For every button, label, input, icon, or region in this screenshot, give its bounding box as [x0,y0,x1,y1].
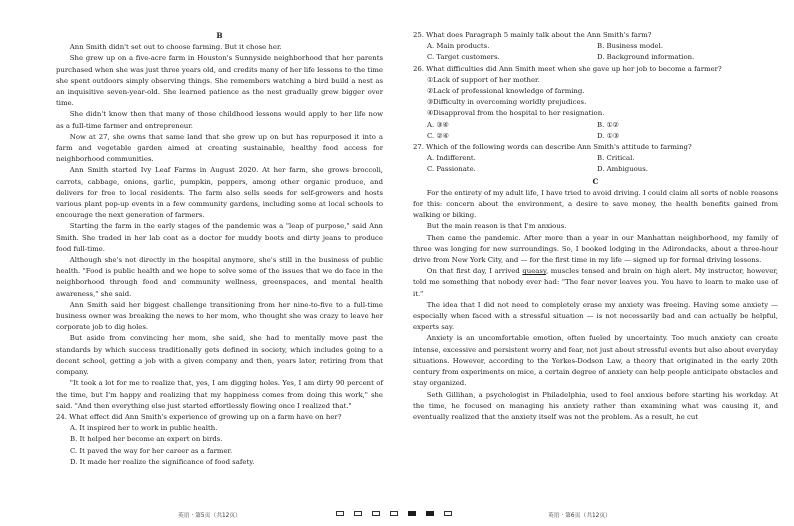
page-marker-square-filled [426,511,434,516]
passage-c-p4-after: , muscles tensed and brain on high alert. My instructor, however, told me something that nobody ever had: "The fear never leaves you. You have to learn to make use of it." [413,267,779,298]
question-26-option-c: C. ②④ [427,131,449,140]
question-25-option-a: A. Main products. [427,42,490,51]
section-b-heading: B [216,31,223,40]
question-25-option-d: D. Background information. [597,53,695,62]
question-24-option-c: C. It paved the way for her career as a farmer. [70,446,233,455]
passage-b-p2: She grew up on a five-acre farm in Houston's Sunnyside neighborhood that her parents purchased when she was just three years old, and credits many of her life lessons to the time she spent outdoors simply observing things. She remembers watching a bird build a nest as an inquisitive seven-year-old. She learned patience as the nest gradually grew bigger over time. [56,54,383,108]
passage-c-p7: Seth Gillihan, a psychologist in Philadelphia, used to feel anxious before starting his workday. At the time, he focused on managing his anxiety rather than examining what was causing it, and eventually realized that the anxiety itself was not the problem. As a result, he cut [413,390,778,421]
question-26-item-2: ②Lack of professional knowledge of farming. [427,87,585,96]
passage-b-p9: But aside from convincing her mom, she said, she had to mentally move past the standards by which success traditionally gets defined in society, which includes going to a decent school, getting a job with a given company and then, years later, retiring from that company. [56,334,383,377]
passage-c-p2: But the main reason is that I'm anxious. [426,222,567,231]
question-24-stem: 24. What effect did Ann Smith's experience of growing up on a farm have on her? [56,412,342,421]
passage-b-p5: Ann Smith started Ivy Leaf Farms in August 2020. At her farm, she grows broccoli, carrots, cabbage, onions, garlic, pumpkin, peppers, among other organic produce, and delivers for free to local residents. The farm also sells seeds for self-growers and hosts various plant pop-up events in a few community gardens, including some at local schools to encourage the next generation of farmers. [56,166,383,220]
question-26-item-4: ④Disapproval from the hospital to her resignation. [427,109,605,118]
question-24-option-b: B. It helped her become an expert on birds. [70,435,223,444]
passage-b-p10: "It took a lot for me to realize that, yes, I am digging holes. Yes, I am dirty 90 percent of the time, but I'm happy and realizing that my happiness comes from doing this work," she said. "And then everything else just started effortlessly flowing once I realized that." [56,379,383,410]
passage-b-p6: Starting the farm in the early stages of the pandemic was a "leap of purpose," said Ann Smith. She traded in her lab coat as a doctor for muddy boots and dirty jeans to produce food full-time. [56,222,383,253]
section-c-heading: C [592,176,599,186]
passage-c-p1: For the entirety of my adult life, I have tried to avoid driving. I could claim all sorts of noble reasons for this: concern about the environment, a desire to save money, the health benefits gained from walking or biking. [413,188,778,220]
page-marker-square [444,511,452,516]
question-25-option-b: B. Business model. [597,42,664,51]
passage-b-p3: She didn't know then that many of those childhood lessons would apply to her life now as a full-time farmer and entrepreneur. [56,110,383,130]
question-24-option-a: A. It inspired her to work in public health. [70,424,218,433]
page-marker-square [372,511,380,516]
page-marker-square [390,511,398,516]
passage-c-p6: Anxiety is an uncomfortable emotion, often fueled by uncertainty. Too much anxiety can create intense, excessive and persistent worry and fear, not just about stressful events but also about everyday situations. However, according to the Yerkes-Dodson Law, a theory that originated in the early 20th century from experiments on mice, a certain degree of anxiety can help people anticipate obstacles and stay organized. [413,334,778,388]
question-24-option-d: D. It made her realize the significance of food safety. [70,457,255,466]
question-26-options [413,120,778,142]
passage-b-p8: Ann Smith said her biggest challenge transitioning from her nine-to-five to a full-time business owner was breaking the news to her mom, who thought she was crazy to leave her corporate job to dig holes. [56,300,383,332]
question-26-option-d: D. ①③ [597,131,620,140]
question-26-option-b: B. ①② [597,120,619,129]
right-page-footer: 英语 · 第6页（共12页） [548,513,611,519]
question-27-stem: 27. Which of the following words can describe Ann Smith's attitude to farming? [413,143,692,152]
page-marker-square [336,511,344,516]
question-26-item-3: ③Difficulty in overcoming worldly prejudices. [427,98,587,107]
left-page-footer: 英语 · 第5页（共12页） [178,513,241,519]
question-25-option-c: C. Target customers. [427,53,500,62]
question-25-stem: 25. What does Paragraph 5 mainly talk about the Ann Smith's farm? [413,31,652,39]
passage-c-p4 [413,266,778,300]
question-26-stem: 26. What difficulties did Ann Smith meet when she gave up her job to become a farmer? [413,64,722,73]
page-marker-square-filled [408,511,416,516]
page-marker-square [354,511,362,516]
question-25-options [413,41,778,63]
underlined-word-queasy: queasy [522,267,546,276]
question-26-item-1: ①Lack of support of her mother. [427,75,540,84]
question-27-option-a: A. Indifferent. [427,154,476,163]
right-page [397,0,794,526]
passage-b-p4: Now at 27, she owns that same land that she grew up on but has repurposed it into a farm and vegetable garden aimed at creating sustainable, healthy food access for neighborhood communities. [56,132,383,164]
passage-c-p4-before: On that first day, I arrived [426,267,523,276]
question-26-option-a: A. ③④ [427,120,449,129]
passage-b-p1: Ann Smith didn't set out to choose farming. But it chose her. [69,43,282,52]
passage-c-p3: Then came the pandemic. After more than a year in our Manhattan neighborhood, my family of three was longing for new surroundings. So, I booked lodging in the Adirondacks, about a three-hour drive from New York City, and — for the first time in my life — signed up for formal driving lessons. [413,233,778,265]
question-27-option-b: B. Critical. [597,154,635,163]
passage-b-p7: Although she's not directly in the hospital anymore, she's still in the business of public health. "Food is public health and we hope to solve some of the issues that we do face in the neighborhood through food and community wellness, greenspaces, and mental health awareness," she said. [56,256,383,298]
passage-c-p5: The idea that I did not need to completely erase my anxiety was freeing. Having some anxiety — especially when faced with a stressful situation — is not necessarily bad and can actually be helpful, experts say. [413,300,778,332]
question-27-option-c: C. Passionate. [427,165,476,174]
question-27-option-d: D. Ambiguous. [597,165,648,174]
question-27-options [413,153,778,175]
